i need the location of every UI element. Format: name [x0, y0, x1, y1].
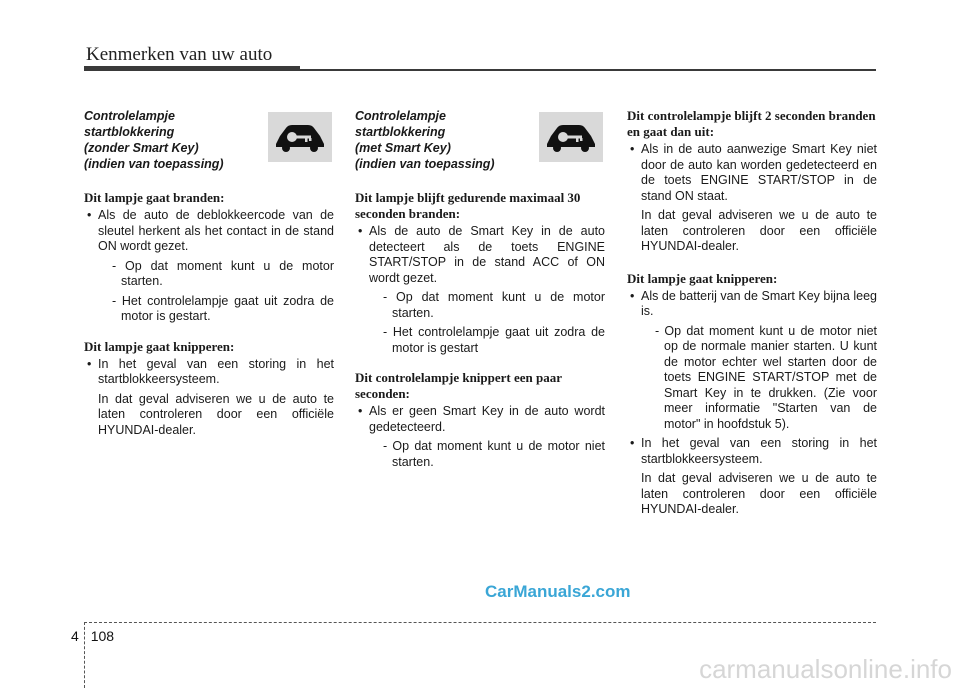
title-line: startblokkering — [355, 125, 446, 139]
bullet-item: • Als de batterij van de Smart Key bijna leeg is. — [627, 289, 877, 320]
title-line: Controlelampje — [355, 109, 446, 123]
bullet-item: • In het geval van een storing in het startblokkeersysteem. — [84, 357, 334, 388]
page-header-title: Kenmerken van uw auto — [86, 44, 273, 65]
section-heading: Dit controlelampje knippert een paar seconden: — [355, 370, 562, 401]
section-heading: Dit lampje gaat knipperen: — [84, 338, 235, 354]
page-number-value: 108 — [90, 628, 115, 644]
title-line: (indien van toepassing) — [84, 157, 224, 171]
bullet-item: • Als de auto de deblokkeercode van de sleutel herkent als het contact in de stand ON wordt gezet. — [84, 208, 334, 255]
section-heading: Dit lampje blijft gedurende maximaal 30 seconden branden: — [355, 190, 581, 221]
bullet-item: • In het geval van een storing in het startblokkeersysteem. — [627, 436, 877, 467]
title-line: Controlelampje — [84, 109, 175, 123]
section-heading: Dit lampje gaat knipperen: — [627, 270, 778, 286]
title-line: (zonder Smart Key) — [84, 141, 199, 155]
bullet-item: • Als er geen Smart Key in de auto wordt gedetecteerd. — [355, 404, 605, 435]
title-line: (met Smart Key) — [355, 141, 451, 155]
footer-rule — [84, 622, 876, 623]
sub-item: - Het controlelampje gaat uit zodra de motor is gestart — [383, 325, 605, 355]
immobilizer-key-car-icon — [539, 112, 603, 162]
paragraph: In dat geval adviseren we u de auto te laten controleren door een officiële HYUNDAI-dealer. — [641, 208, 877, 253]
bullet-item: • Als in de auto aanwezige Smart Key niet door de auto kan worden gedetecteerd en de toets ENGINE START/STOP in de stand ON staat. — [627, 142, 877, 204]
sub-item: - Het controlelampje gaat uit zodra de motor is gestart. — [112, 293, 334, 323]
section-title — [355, 108, 525, 172]
column-1 — [84, 108, 334, 440]
column-3 — [627, 108, 877, 520]
sub-item: - Op dat moment kunt u de motor starten. — [383, 290, 605, 320]
title-line: startblokkering — [84, 125, 175, 139]
sub-item: - Op dat moment kunt u de motor starten. — [112, 258, 334, 288]
bullet-item: • Als de auto de Smart Key in de auto detecteert als de toets ENGINE START/STOP in de stand ACC of ON wordt gezet. — [355, 224, 605, 286]
title-line: (indien van toepassing) — [355, 157, 495, 171]
watermark-carmanualsonline: carmanualsonline.info — [699, 654, 952, 684]
sub-item: - Op dat moment kunt u de motor niet op de normale manier starten. U kunt de motor echter wel starten door de toets ENGINE START/STOP met de Smart Key in te drukken. (Zie voor meer informatie "Starten van de motor" in hoofdstuk 5). — [655, 323, 877, 431]
section-heading: Dit lampje gaat branden: — [84, 190, 225, 205]
paragraph: In dat geval adviseren we u de auto te laten controleren door een officiële HYUNDAI-dealer. — [641, 471, 877, 516]
section-heading: Dit controlelampje blijft 2 seconden branden en gaat dan uit: — [627, 108, 876, 139]
section-title — [84, 108, 254, 172]
sub-item: - Op dat moment kunt u de motor niet starten. — [383, 439, 605, 469]
header-rule-thin — [300, 69, 876, 71]
column-2 — [355, 108, 605, 470]
paragraph: In dat geval adviseren we u de auto te laten controleren door een officiële HYUNDAI-dealer. — [98, 391, 334, 437]
page-number — [71, 628, 114, 644]
header-rule-thick — [84, 66, 300, 71]
chapter-number: 4 — [71, 628, 79, 644]
immobilizer-key-car-icon — [268, 112, 332, 162]
